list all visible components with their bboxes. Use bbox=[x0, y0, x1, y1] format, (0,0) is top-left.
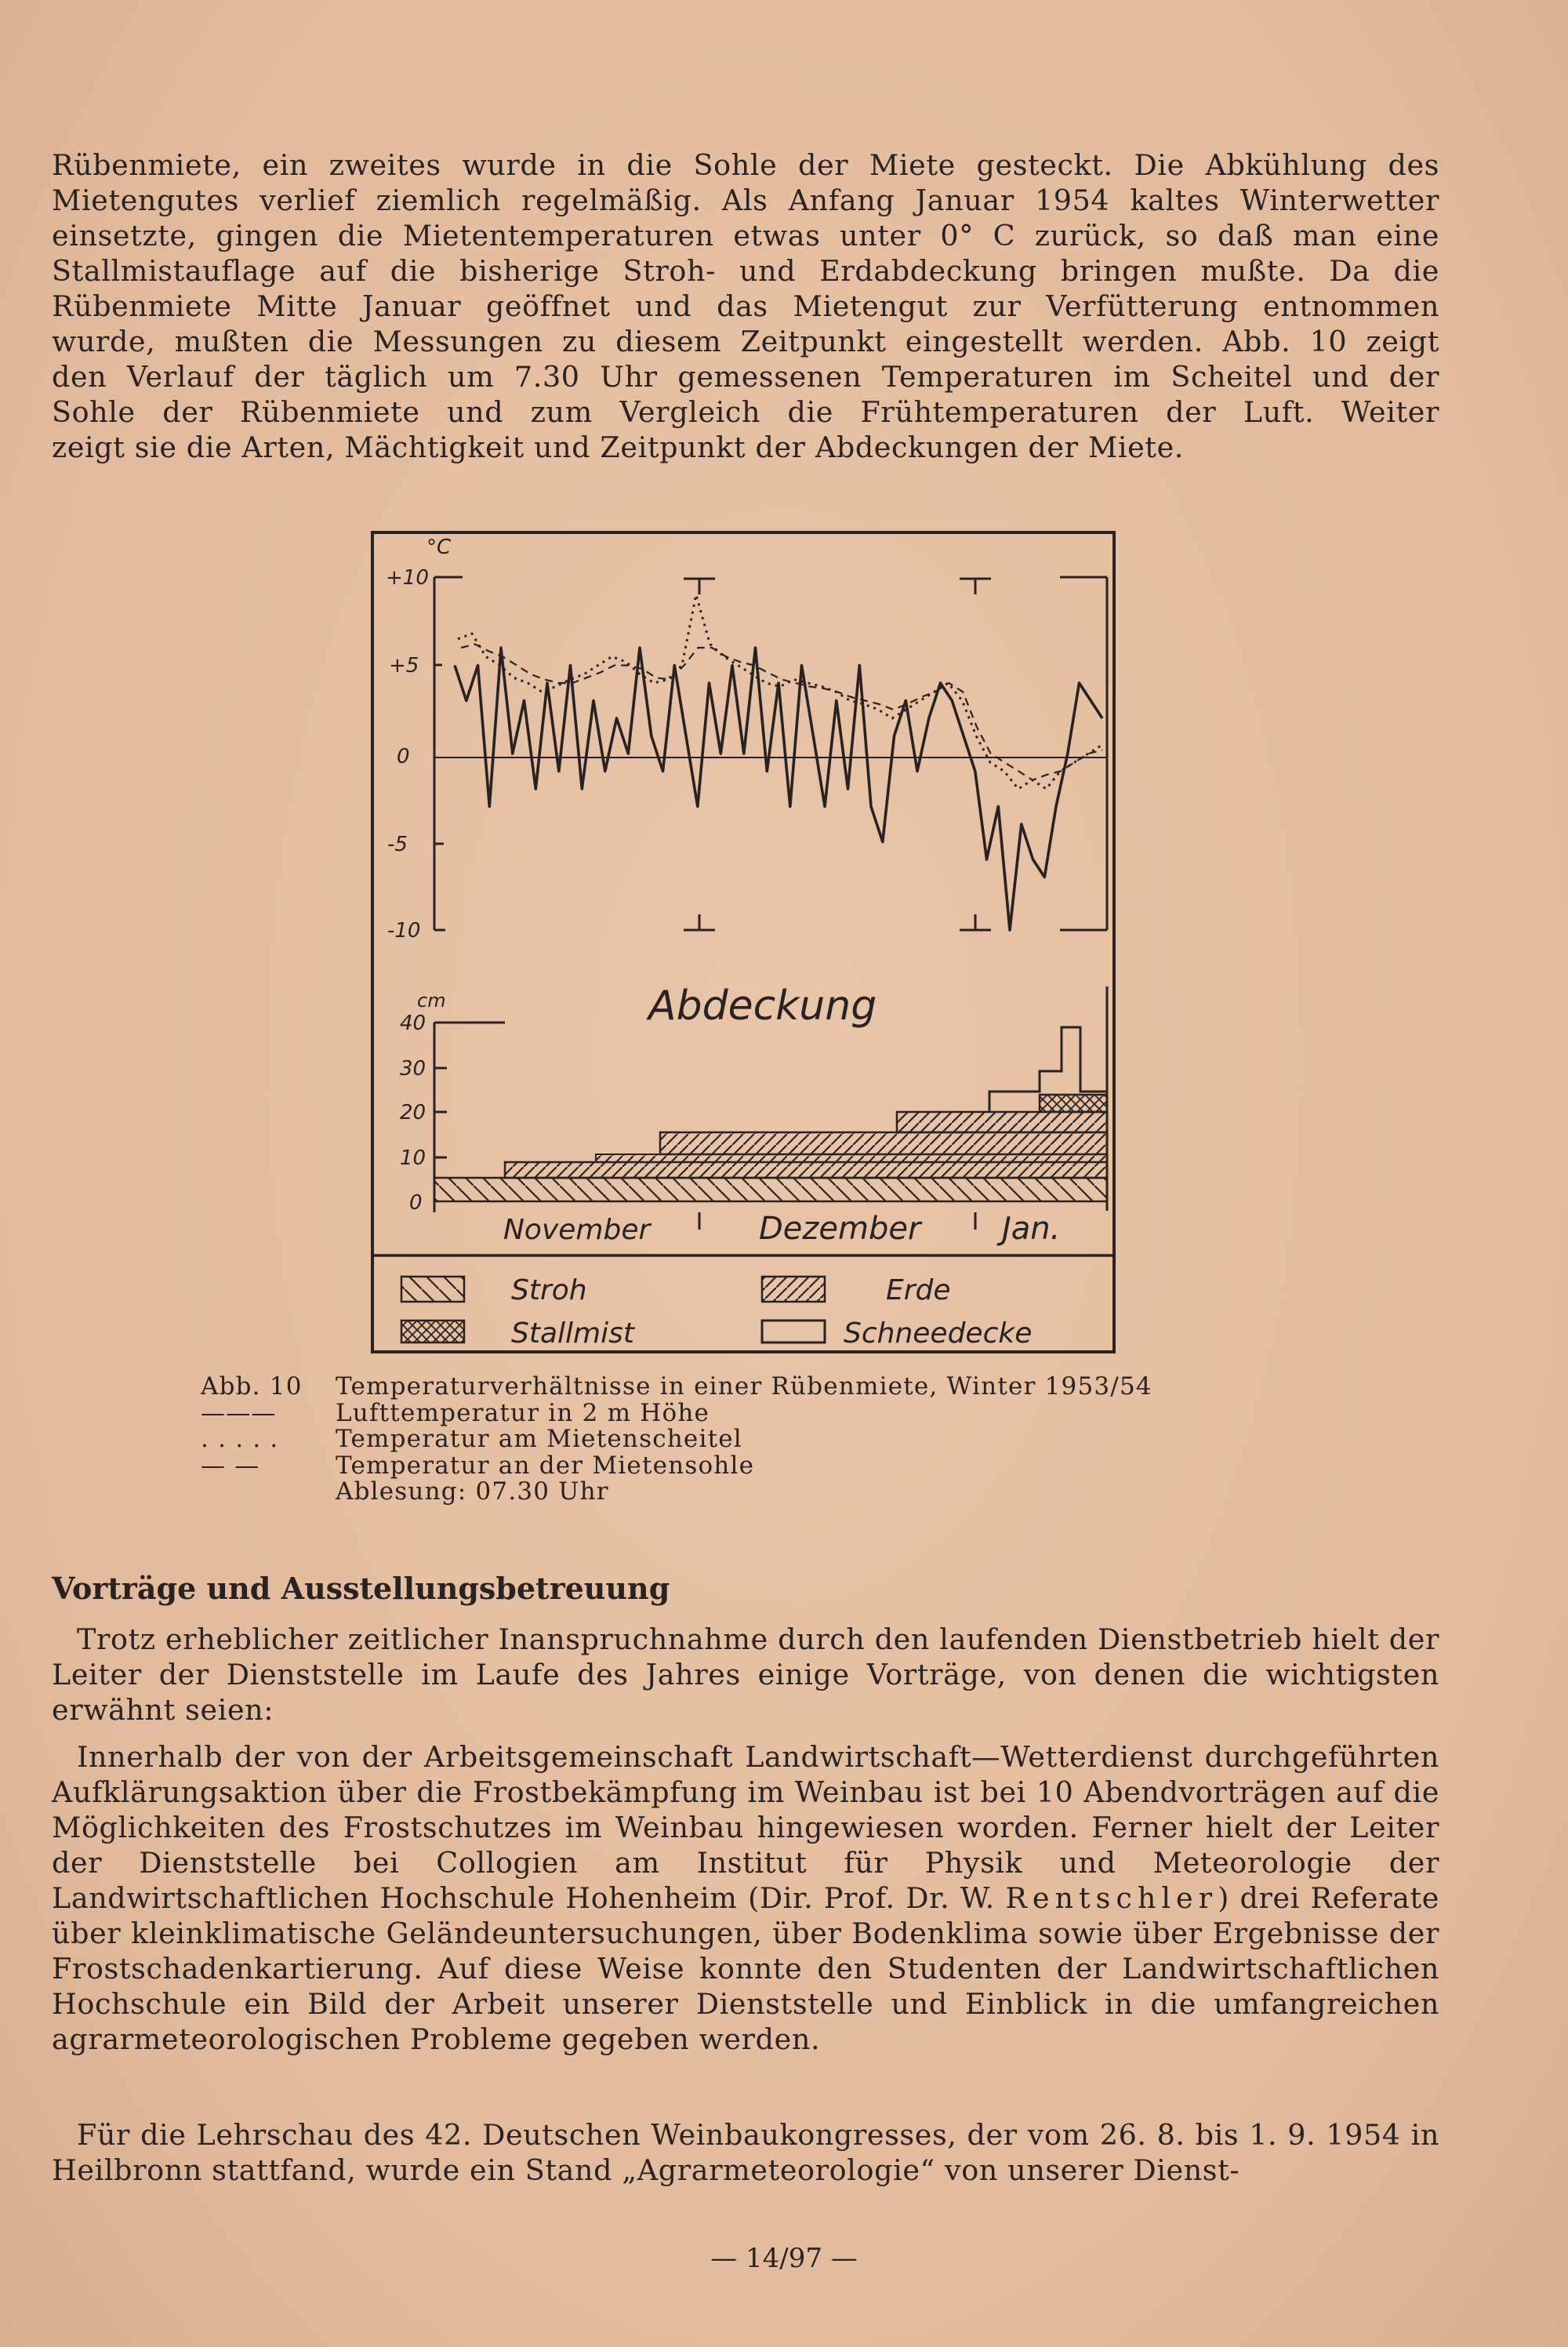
caption-line bbox=[201, 1453, 1152, 1480]
caption-line bbox=[201, 1426, 1152, 1453]
legend-swatch-stallmist bbox=[401, 1321, 464, 1342]
cover-tick-label: 40 bbox=[400, 1012, 426, 1035]
layer-stallmist bbox=[1040, 1095, 1107, 1112]
temp-tick-label: -5 bbox=[387, 833, 408, 856]
cover-ticks bbox=[434, 1023, 505, 1157]
caption-line bbox=[201, 1398, 1152, 1427]
paragraph-details bbox=[52, 1739, 1439, 2057]
text-line: den Verlauf der täglich um 7.30 Uhr gemessenen Temperaturen im Scheitel und der bbox=[52, 360, 1439, 394]
cover-tick-label: 0 bbox=[409, 1191, 423, 1215]
text-line: Rübenmiete Mitte Januar geöffnet und das Mietengut zur Verfütterung entnommen bbox=[52, 289, 1439, 323]
temp-ticks bbox=[434, 577, 463, 930]
paragraph-text: Innerhalb der von der Arbeitsgemeinschaft Landwirtschaft—Wetterdienst durchgeführten Aufklärungsaktion über die Frostbekämpfung im Weinbau ist bei 10 Abendvorträgen auf die Möglichkeiten des Frostschutzes im Weinbau hingewiesen worden. Ferner hielt der Leiter der Dienststelle bei Collogien am Institut für Physik und Meteorologie der Landwirtschaftlichen Hochschule Hohenheim (Dir. Prof. Dr. W. bbox=[52, 1740, 1439, 1915]
temp-tick-label: +5 bbox=[389, 654, 419, 678]
layer-stroh bbox=[434, 1178, 1107, 1201]
layer-erde-2 bbox=[596, 1154, 1107, 1162]
caption-legend-lines bbox=[201, 1398, 1152, 1480]
text-line: Mietengutes verlief ziemlich regelmäßig. Als Anfang Januar 1954 kaltes Winterwetter bbox=[52, 183, 1439, 217]
layer-erde-4 bbox=[897, 1112, 1107, 1132]
figure-abb-10 bbox=[370, 530, 1119, 1357]
cover-unit-label: cm bbox=[417, 990, 446, 1012]
series-solid-line bbox=[455, 648, 1102, 930]
cover-title: Abdeckung bbox=[648, 983, 877, 1030]
legend-label-stallmist: Stallmist bbox=[511, 1317, 634, 1350]
legend-label-stroh: Stroh bbox=[511, 1274, 587, 1306]
text-line: Rübenmiete, ein zweites wurde in die Sohle der Miete gesteckt. Die Abkühlung des bbox=[52, 148, 1439, 182]
cover-tick-label: 20 bbox=[400, 1101, 426, 1124]
paragraph-text: Trotz erheblicher zeitlicher Inanspruchnahme durch den laufenden Dienstbetrieb hielt der Leiter der Dienststelle im Laufe des Jahres einige Vorträge, von denen die wichtigsten erwähnt seien: bbox=[52, 1622, 1439, 1727]
month-label: Dezember bbox=[759, 1211, 921, 1247]
layer-erde-1 bbox=[505, 1162, 1107, 1178]
page-number: — 14/97 — bbox=[710, 2243, 858, 2274]
caption-label: Abb. 10 bbox=[201, 1372, 303, 1401]
temp-tick-label: -10 bbox=[387, 919, 421, 943]
legend-swatch-erde bbox=[762, 1277, 825, 1302]
cover-tick-label: 10 bbox=[400, 1146, 426, 1170]
paragraph-lectures bbox=[52, 1622, 1439, 1728]
caption-line-text: Temperatur am Mietenscheitel bbox=[336, 1425, 742, 1453]
legend-label-erde: Erde bbox=[886, 1274, 951, 1306]
cover-tick-label: 30 bbox=[400, 1057, 426, 1081]
caption-line-text: Temperatur an der Mietensohle bbox=[336, 1451, 755, 1480]
month-markers bbox=[684, 579, 991, 930]
person-name: Rentschler bbox=[1005, 1881, 1218, 1915]
paragraph-intro bbox=[52, 147, 1439, 465]
legend-swatch-stroh bbox=[401, 1277, 464, 1302]
caption-line-text: Lufttemperatur in 2 m Höhe bbox=[336, 1398, 710, 1427]
text-line: zeigt sie die Arten, Mächtigkeit und Zeitpunkt der Abdeckungen der Miete. bbox=[52, 431, 1184, 464]
text-line: einsetzte, gingen die Mietentemperaturen etwas unter 0° C zurück, so daß man eine bbox=[52, 219, 1439, 253]
temp-tick-label: 0 bbox=[397, 745, 410, 768]
layer-erde-3 bbox=[660, 1132, 1107, 1154]
caption-reading: Ablesung: 07.30 Uhr bbox=[336, 1477, 609, 1506]
temperature-series bbox=[455, 595, 1102, 931]
legend-label-schneedecke: Schneedecke bbox=[844, 1317, 1033, 1350]
caption-line-symbol: — — bbox=[201, 1451, 260, 1480]
paragraph-text: Für die Lehrschau des 42. Deutschen Weinbaukongresses, der vom 26. 8. bis 1. 9. 1954 in Heilbronn stattfand, wurde ein Stand „Agrarmeteorologie“ von unserer Dienst- bbox=[52, 2118, 1439, 2187]
paragraph-exhibition bbox=[52, 2117, 1439, 2188]
caption-line-symbol: . . . . . bbox=[201, 1425, 279, 1453]
paragraph-text: ) drei Referate über kleinklimatische Geländeuntersuchungen, über Bodenklima sowie über Ergebnisse der Frostschadenkartierung. Auf diese Weise konnte den Studenten der Landwirtschaftlichen Hochschule ein Bild der Arbeit unserer Dienststelle und Einblick in die umfangreichen agrarmeteorologischen Probleme gegeben werden. bbox=[52, 1881, 1440, 2056]
section-heading: Vorträge und Ausstellungsbetreuung bbox=[52, 1571, 670, 1606]
legend-swatch-schneedecke bbox=[762, 1321, 825, 1342]
month-label: November bbox=[503, 1214, 651, 1246]
caption-title: Temperaturverhältnisse in einer Rübenmiete, Winter 1953/54 bbox=[336, 1372, 1152, 1401]
figure-caption bbox=[201, 1374, 1152, 1506]
text-line: Stallmistauflage auf die bisherige Stroh- und Erdabdeckung bringen mußte. Da die bbox=[52, 254, 1439, 288]
temp-tick-label: +10 bbox=[386, 566, 429, 590]
text-line: Sohle der Rübenmiete und zum Vergleich die Frühtemperaturen der Luft. Weiter bbox=[52, 395, 1439, 429]
month-label: Jan. bbox=[1002, 1211, 1061, 1247]
text-line: wurde, mußten die Messungen zu diesem Zeitpunkt eingestellt werden. Abb. 10 zeigt bbox=[52, 325, 1439, 358]
caption-line-symbol: ——— bbox=[201, 1398, 277, 1427]
temp-unit-label: °C bbox=[426, 536, 452, 559]
